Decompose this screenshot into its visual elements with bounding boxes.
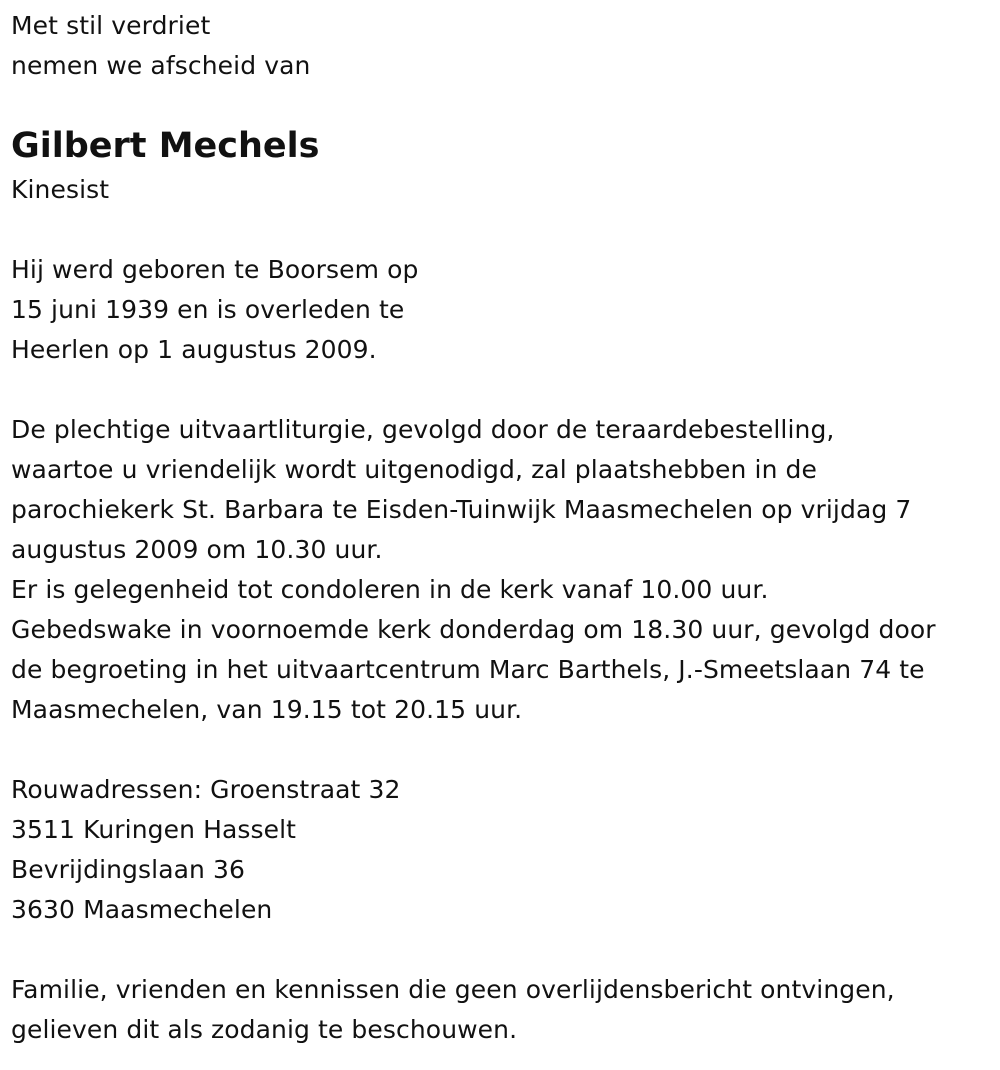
spacer [11,210,991,250]
obituary-notice [11,6,991,1050]
funeral-line-1: De plechtige uitvaartliturgie, gevolgd door de teraardebestelling, [11,415,835,444]
birth-death-line-3: Heerlen op 1 augustus 2009. [11,335,377,364]
closing-line-1: Familie, vrienden en kennissen die geen overlijdensbericht ontvingen, [11,975,895,1004]
birth-death-line-1: Hij werd geboren te Boorsem op [11,255,419,284]
address-line-4: 3630 Maasmechelen [11,895,273,924]
closing-line-2: gelieven dit als zodanig te beschouwen. [11,1015,518,1044]
funeral-line-3: parochiekerk St. Barbara te Eisden-Tuinwijk Maasmechelen op vrijdag 7 [11,495,912,524]
condolence-line: Er is gelegenheid tot condoleren in de kerk vanaf 10.00 uur. [11,575,769,604]
funeral-line-2: waartoe u vriendelijk wordt uitgenodigd, zal plaatshebben in de [11,455,818,484]
deceased-name: Gilbert Mechels [11,126,320,166]
funeral-line-4: augustus 2009 om 10.30 uur. [11,535,383,564]
spacer [11,86,991,120]
wake-line-2: de begroeting in het uitvaartcentrum Marc Barthels, J.-Smeetslaan 74 te [11,655,925,684]
intro-line-1: Met stil verdriet [11,11,211,40]
birth-death-line-2: 15 juni 1939 en is overleden te [11,295,405,324]
spacer [11,730,991,770]
address-line-1: Rouwadressen: Groenstraat 32 [11,775,401,804]
wake-line-1: Gebedswake in voornoemde kerk donderdag om 18.30 uur, gevolgd door [11,615,936,644]
intro-line-2: nemen we afscheid van [11,51,311,80]
address-line-3: Bevrijdingslaan 36 [11,855,246,884]
deceased-profession: Kinesist [11,175,110,204]
address-line-2: 3511 Kuringen Hasselt [11,815,297,844]
wake-line-3: Maasmechelen, van 19.15 tot 20.15 uur. [11,695,523,724]
spacer [11,930,991,970]
spacer [11,370,991,410]
